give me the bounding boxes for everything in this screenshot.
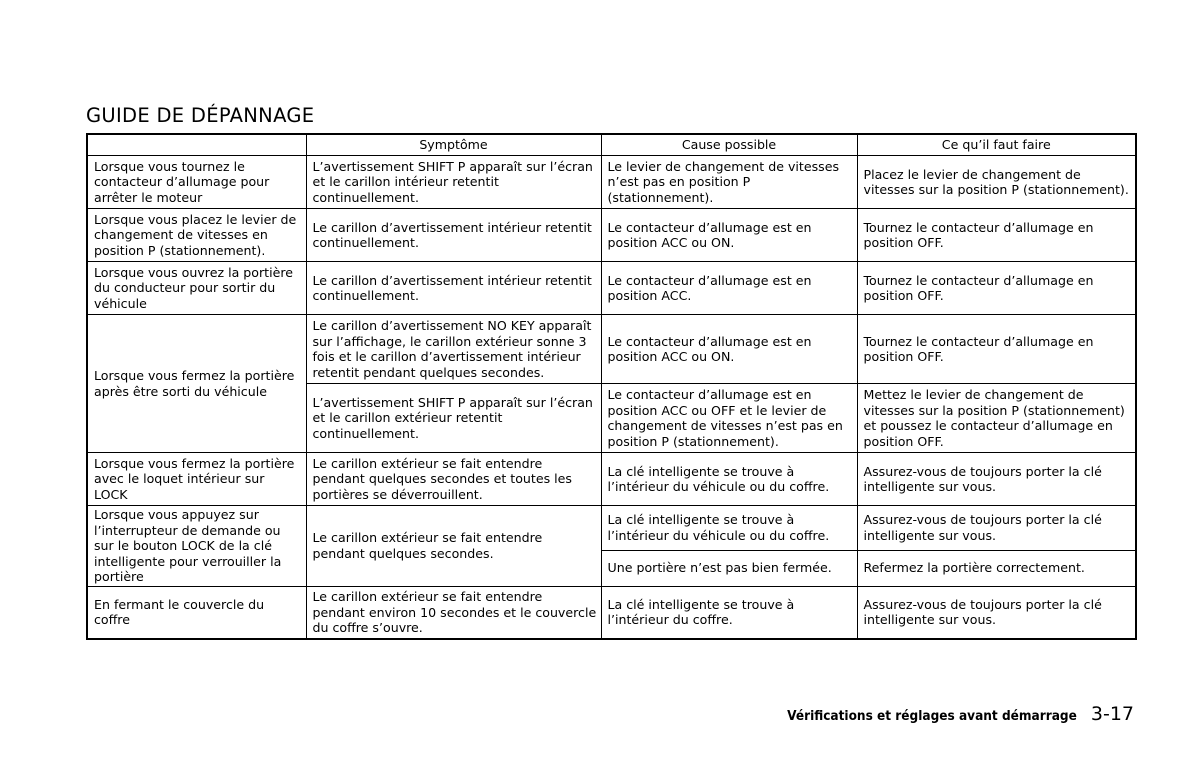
header-cause: Cause possible xyxy=(601,134,857,156)
symptom-cell: Le carillon d’avertissement intérieur retentit continuellement. xyxy=(306,262,601,315)
table-row xyxy=(87,453,1136,506)
symptom-cell: Le carillon extérieur se fait entendre pendant environ 10 secondes et le couvercle du coffre s’ouvre. xyxy=(306,586,601,639)
situation-cell: Lorsque vous fermez la portière avec le loquet intérieur sur LOCK xyxy=(87,453,306,506)
cause-cell: La clé intelligente se trouve à l’intérieur du coffre. xyxy=(601,586,857,639)
action-cell: Mettez le levier de changement de vitesses sur la position P (stationnement) et poussez le contacteur d’allumage en position OFF. xyxy=(857,384,1136,453)
cause-cell: La clé intelligente se trouve à l’intérieur du véhicule ou du coffre. xyxy=(601,453,857,506)
page-number: 3-17 xyxy=(1090,703,1134,725)
situation-cell: En fermant le couvercle du coffre xyxy=(87,586,306,639)
symptom-cell: L’avertissement SHIFT P apparaît sur l’écran et le carillon extérieur retentit continuellement. xyxy=(306,384,601,453)
situation-cell: Lorsque vous placez le levier de changement de vitesses en position P (stationnement). xyxy=(87,209,306,262)
table-row xyxy=(87,209,1136,262)
symptom-cell: Le carillon d’avertissement NO KEY apparaît sur l’affichage, le carillon extérieur sonne 3 fois et le carillon d’avertissement intérieur retentit pendant quelques secondes. xyxy=(306,315,601,384)
symptom-cell: Le carillon extérieur se fait entendre pendant quelques secondes. xyxy=(306,506,601,587)
symptom-cell: L’avertissement SHIFT P apparaît sur l’écran et le carillon intérieur retentit continuellement. xyxy=(306,156,601,209)
action-cell: Placez le levier de changement de vitesses sur la position P (stationnement). xyxy=(857,156,1136,209)
table-row xyxy=(87,315,1136,384)
action-cell: Refermez la portière correctement. xyxy=(857,550,1136,586)
page-footer xyxy=(787,703,1134,725)
page-title: GUIDE DE DÉPANNAGE xyxy=(86,104,315,127)
situation-cell: Lorsque vous ouvrez la portière du conducteur pour sortir du véhicule xyxy=(87,262,306,315)
troubleshooting-table xyxy=(86,133,1137,640)
table-row xyxy=(87,262,1136,315)
cause-cell: Le contacteur d’allumage est en position ACC ou ON. xyxy=(601,315,857,384)
situation-cell: Lorsque vous fermez la portière après être sorti du véhicule xyxy=(87,315,306,453)
action-cell: Assurez-vous de toujours porter la clé intelligente sur vous. xyxy=(857,506,1136,551)
table-row xyxy=(87,506,1136,551)
table-header-row xyxy=(87,134,1136,156)
cause-cell: Une portière n’est pas bien fermée. xyxy=(601,550,857,586)
cause-cell: Le contacteur d’allumage est en position ACC. xyxy=(601,262,857,315)
action-cell: Assurez-vous de toujours porter la clé intelligente sur vous. xyxy=(857,586,1136,639)
situation-cell: Lorsque vous appuyez sur l’interrupteur de demande ou sur le bouton LOCK de la clé intelligente pour verrouiller la portière xyxy=(87,506,306,587)
cause-cell: La clé intelligente se trouve à l’intérieur du véhicule ou du coffre. xyxy=(601,506,857,551)
header-symptom: Symptôme xyxy=(306,134,601,156)
header-action: Ce qu’il faut faire xyxy=(857,134,1136,156)
section-label: Vérifications et réglages avant démarrage xyxy=(787,708,1077,724)
symptom-cell: Le carillon d’avertissement intérieur retentit continuellement. xyxy=(306,209,601,262)
table-row xyxy=(87,156,1136,209)
action-cell: Tournez le contacteur d’allumage en position OFF. xyxy=(857,262,1136,315)
situation-cell: Lorsque vous tournez le contacteur d’allumage pour arrêter le moteur xyxy=(87,156,306,209)
action-cell: Tournez le contacteur d’allumage en position OFF. xyxy=(857,209,1136,262)
cause-cell: Le contacteur d’allumage est en position ACC ou OFF et le levier de changement de vitesses n’est pas en position P (stationnement). xyxy=(601,384,857,453)
symptom-cell: Le carillon extérieur se fait entendre pendant quelques secondes et toutes les portières se déverrouillent. xyxy=(306,453,601,506)
cause-cell: Le levier de changement de vitesses n’est pas en position P (stationnement). xyxy=(601,156,857,209)
header-situation xyxy=(87,134,306,156)
action-cell: Assurez-vous de toujours porter la clé intelligente sur vous. xyxy=(857,453,1136,506)
cause-cell: Le contacteur d’allumage est en position ACC ou ON. xyxy=(601,209,857,262)
table-row xyxy=(87,586,1136,639)
action-cell: Tournez le contacteur d’allumage en position OFF. xyxy=(857,315,1136,384)
